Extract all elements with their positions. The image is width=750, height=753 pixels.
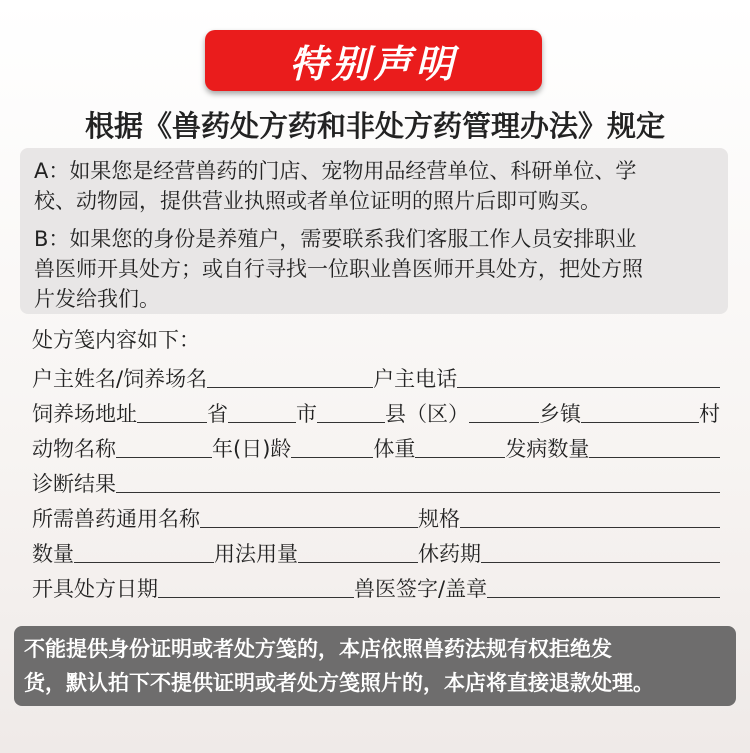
form-row-owner (32, 357, 720, 392)
date-label: 开具处方日期 (32, 577, 158, 601)
special-notice-banner (205, 30, 542, 91)
form-row-diagnosis (32, 462, 720, 497)
age-label: 年(日)龄 (212, 437, 292, 461)
sick-count-blank (589, 433, 720, 458)
banner-title: 特别声明 (289, 42, 458, 86)
signature-label: 兽医签字/盖章 (354, 577, 488, 601)
county-blank (317, 398, 385, 423)
form-title: 处方笺内容如下： (32, 328, 200, 352)
condition-a-line1: A：如果您是经营兽药的门店、宠物用品经营单位、科研单位、学 (34, 159, 637, 183)
animal-name-label: 动物名称 (32, 437, 116, 461)
form-row-date (32, 567, 720, 602)
diagnosis-blank (116, 468, 720, 493)
province-label: 省 (207, 402, 228, 426)
town-blank (469, 398, 539, 423)
form-row-address (32, 392, 720, 427)
condition-a-line2: 校、动物园，提供营业执照或者单位证明的照片后即可购买。 (34, 189, 601, 213)
city-label: 市 (296, 402, 317, 426)
spec-label: 规格 (418, 507, 460, 531)
farm-address-label: 饲养场地址 (32, 402, 137, 426)
quantity-label: 数量 (32, 542, 74, 566)
village-blank (581, 398, 699, 423)
drug-name-blank (200, 503, 418, 528)
drug-name-label: 所需兽药通用名称 (32, 507, 200, 531)
owner-phone-label: 户主电话 (373, 367, 458, 391)
city-blank (228, 398, 296, 423)
spec-blank (460, 503, 720, 528)
condition-b-line3: 片发给我们。 (34, 287, 160, 311)
condition-b-line1: B：如果您的身份是养殖户，需要联系我们客服工作人员安排职业 (34, 227, 637, 251)
refund-warning-box (14, 626, 736, 706)
owner-name-label: 户主姓名/饲养场名 (32, 367, 208, 391)
form-row-drug (32, 497, 720, 532)
condition-a (34, 156, 714, 216)
footer-line1: 不能提供身份证明或者处方笺的，本店依照兽药法规有权拒绝发 (24, 637, 612, 661)
town-label: 乡镇 (539, 402, 581, 426)
form-row-animal (32, 427, 720, 462)
date-blank (158, 573, 354, 598)
withdrawal-blank (481, 538, 720, 563)
age-blank (291, 433, 373, 458)
form-row-quantity (32, 532, 720, 567)
prescription-form (32, 323, 720, 602)
signature-blank (487, 573, 720, 598)
owner-phone-blank (457, 363, 720, 388)
withdrawal-label: 休药期 (418, 542, 481, 566)
dosage-blank (298, 538, 418, 563)
weight-blank (415, 433, 505, 458)
condition-b (34, 224, 714, 314)
sick-count-label: 发病数量 (505, 437, 590, 461)
condition-b-line2: 兽医师开具处方；或自行寻找一位职业兽医师开具处方，把处方照 (34, 257, 643, 281)
village-label: 村 (699, 402, 720, 426)
dosage-label: 用法用量 (214, 542, 298, 566)
animal-name-blank (116, 433, 212, 458)
purchase-conditions-box (20, 148, 728, 314)
weight-label: 体重 (373, 437, 416, 461)
county-label: 县（区） (385, 402, 469, 426)
province-blank (137, 398, 207, 423)
owner-name-blank (207, 363, 373, 388)
diagnosis-label: 诊断结果 (32, 472, 116, 496)
footer-line2: 货，默认拍下不提供证明或者处方笺照片的，本店将直接退款处理。 (24, 671, 654, 695)
quantity-blank (74, 538, 214, 563)
regulation-subtitle: 根据《兽药处方药和非处方药管理办法》规定 (84, 109, 665, 143)
